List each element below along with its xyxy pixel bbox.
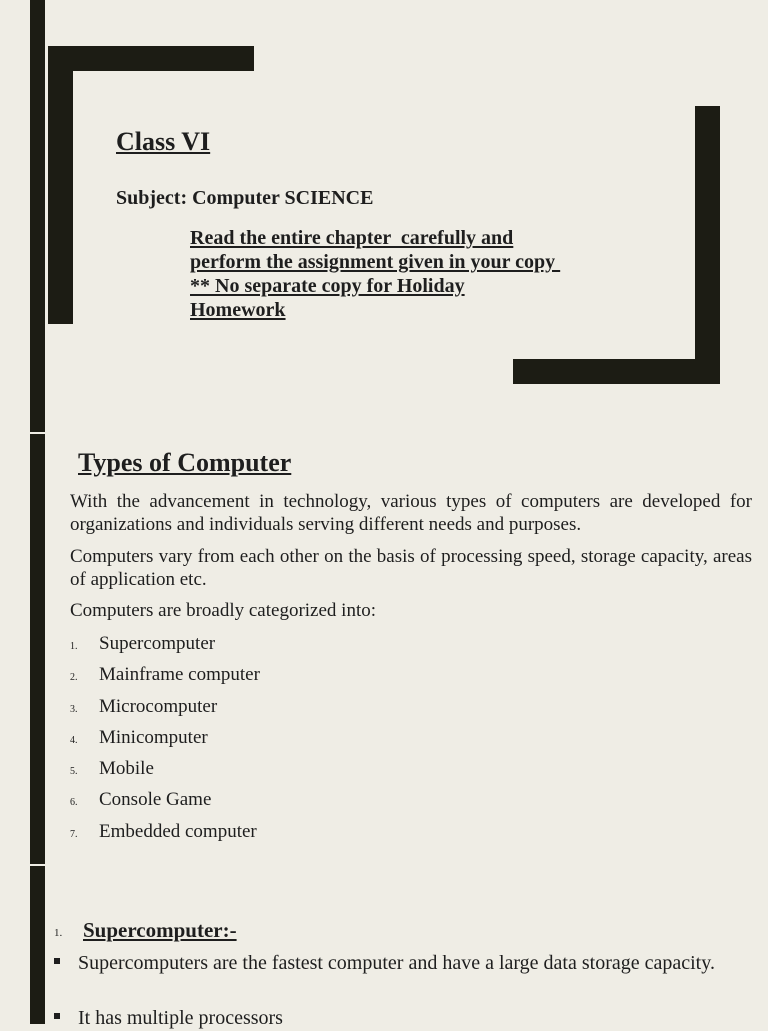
left-edge-bar-2 xyxy=(30,434,45,864)
subject-line: Subject: Computer SCIENCE xyxy=(116,187,374,209)
frame-right-bar xyxy=(695,106,720,384)
left-edge-bar-3 xyxy=(30,866,45,1024)
frame-left-bar xyxy=(48,46,73,324)
intro-paragraph: With the advancement in technology, various types of computers are developed for organizations and individuals serving different needs and purposes. xyxy=(70,491,752,535)
list-number: 5. xyxy=(70,766,78,778)
intro-paragraph: Computers vary from each other on the basis of processing speed, storage capacity, areas of application etc. xyxy=(70,546,752,590)
list-number: 2. xyxy=(70,672,78,684)
frame-bottom-bar xyxy=(513,359,720,384)
list-number: 1. xyxy=(70,641,78,652)
section-title: Types of Computer xyxy=(78,448,292,477)
instruction-line: perform the assignment given in your copy xyxy=(190,251,561,273)
class-title: Class VI xyxy=(116,127,211,156)
instruction-line: Read the entire chapter carefully and xyxy=(190,227,514,249)
list-number: 4. xyxy=(70,734,78,746)
instruction-line: Homework xyxy=(190,299,286,321)
bullet-text: Supercomputers are the fastest computer and have a large data storage capacity. xyxy=(78,952,715,974)
instructions-block xyxy=(190,226,630,322)
list-number: 6. xyxy=(70,797,78,809)
list-number: 7. xyxy=(70,828,78,840)
list-label: Supercomputer xyxy=(99,633,216,654)
square-bullet-icon xyxy=(54,958,60,964)
supercomputer-heading: Supercomputer:- xyxy=(83,918,237,942)
list-label: Console Game xyxy=(99,789,212,811)
square-bullet-icon xyxy=(54,1013,60,1019)
list-label: Minicomputer xyxy=(99,726,208,748)
intro-paragraph: Computers are broadly categorized into: xyxy=(70,600,377,621)
frame-top-bar xyxy=(48,46,254,71)
section-number: 1. xyxy=(54,927,63,939)
bullet-text: It has multiple processors xyxy=(78,1007,283,1029)
list-number: 3. xyxy=(70,703,78,715)
instruction-line: ** No separate copy for Holiday xyxy=(190,275,465,297)
list-label: Microcomputer xyxy=(99,695,218,717)
left-edge-bar-1 xyxy=(30,0,45,432)
list-label: Embedded computer xyxy=(99,820,257,842)
list-label: Mainframe computer xyxy=(99,664,260,686)
list-label: Mobile xyxy=(99,758,154,780)
